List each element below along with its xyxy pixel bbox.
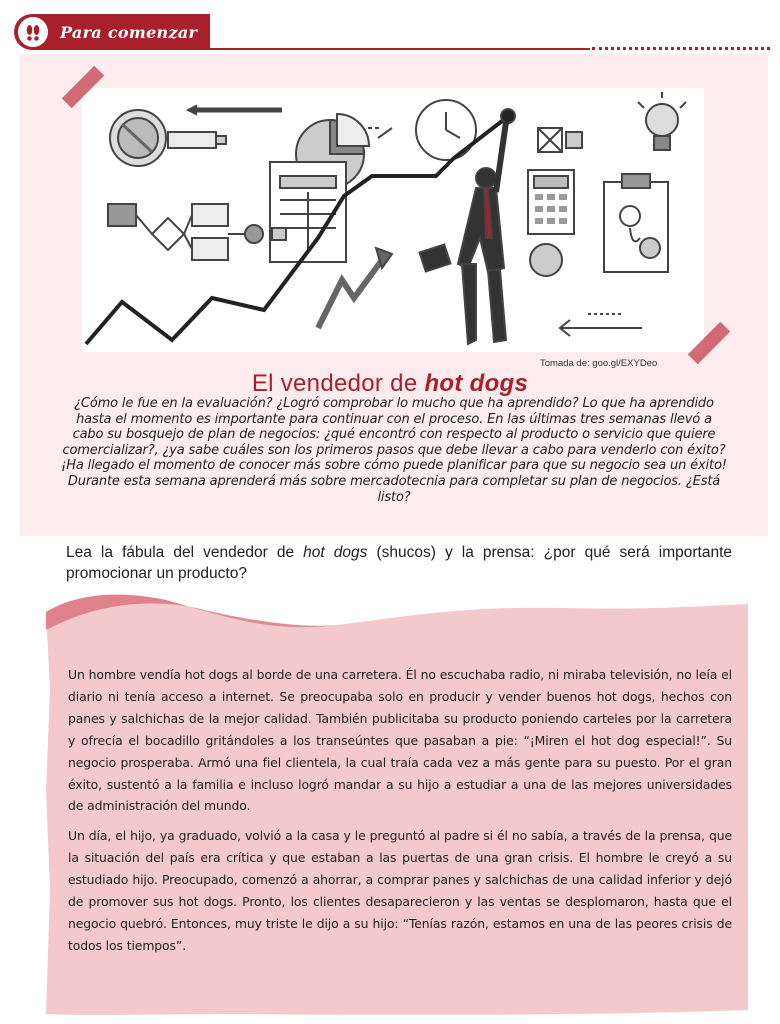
prompt-before: Lea la fábula del vendedor de xyxy=(66,544,304,561)
image-credit: Tomada de: goo.gl/EXYDeo xyxy=(540,358,658,369)
story-text xyxy=(68,664,732,965)
footprints-icon xyxy=(18,17,48,47)
business-growth-illustration xyxy=(82,88,704,352)
header-dotted-divider xyxy=(592,47,770,51)
story-paragraph: Un hombre vendía hot dogs al borde de una carretera. Él no escuchaba radio, ni miraba televisión, no leía el diario ni tenía acceso a internet. Se preocupaba solo en producir y vender buenos hot dogs, hechos con panes y salchichas de la mejor calidad. También publicitaba su producto poniendo carteles por la carretera y ofrecía el bocadillo gritándoles a los transeúntes que pasaban a pie: “¡Miren el hot dog especial!”. Su negocio prosperaba. Armó una fiel clientela, la cual traía cada vez a más gente para su puesto. Por el gran éxito, sustentó a la familia e incluso logró mandar a su hijo a estudiar a una de las mejores universidades de administración del mundo. xyxy=(68,667,732,814)
header-divider xyxy=(210,48,590,50)
prompt-italic: hot dogs xyxy=(303,544,368,561)
story-paragraph: Un día, el hijo, ya graduado, volvió a la casa y le preguntó al padre si él no sabía, a través de la prensa, que la situación del país era crítica y que estaban a las puertas de una gran crisis. El hombre le creyó a su estudiado hijo. Preocupado, comenzó a ahorrar, a comprar panes y salchichas de una calidad inferior y dejó de promover sus hot dogs. Pronto, los clientes desaparecieron y las ventas se desplomaron, hasta que el negocio quebró. Entonces, muy triste le dijo a su hijo: “Tenías razón, estamos en una de las peores crisis de todos los tiempos”. xyxy=(68,828,732,953)
intro-title-italic: hot dogs xyxy=(424,370,529,397)
section-header xyxy=(14,14,210,50)
reading-prompt xyxy=(66,542,732,584)
intro-text: ¿Cómo le fue en la evaluación? ¿Logró comprobar lo mucho que ha aprendido? Lo que ha aprendido hasta el momento es importante para continuar con el proceso. En las últimas tres semanas llevó a cabo su bosquejo de plan de negocios: ¿qué encontró con respecto al producto o servicio que quiere comercializar?, ¿ya sabe cuáles son los primeros pasos que debe llevar a cabo para venderlo con éxito? ¡Ha llegado el momento de conocer más sobre cómo puede planificar para que su negocio sea un éxito! Durante esta semana aprenderá más sobre mercadotecnia para completar su plan de negocios. ¿Está listo? xyxy=(61,396,727,505)
section-title: Para comenzar xyxy=(60,22,198,42)
intro-title-plain: El vendedor de xyxy=(251,370,425,397)
intro-title xyxy=(0,370,780,398)
prompt-after: (shucos) y la prensa: ¿por qué será importante promocionar un producto? xyxy=(66,544,732,582)
